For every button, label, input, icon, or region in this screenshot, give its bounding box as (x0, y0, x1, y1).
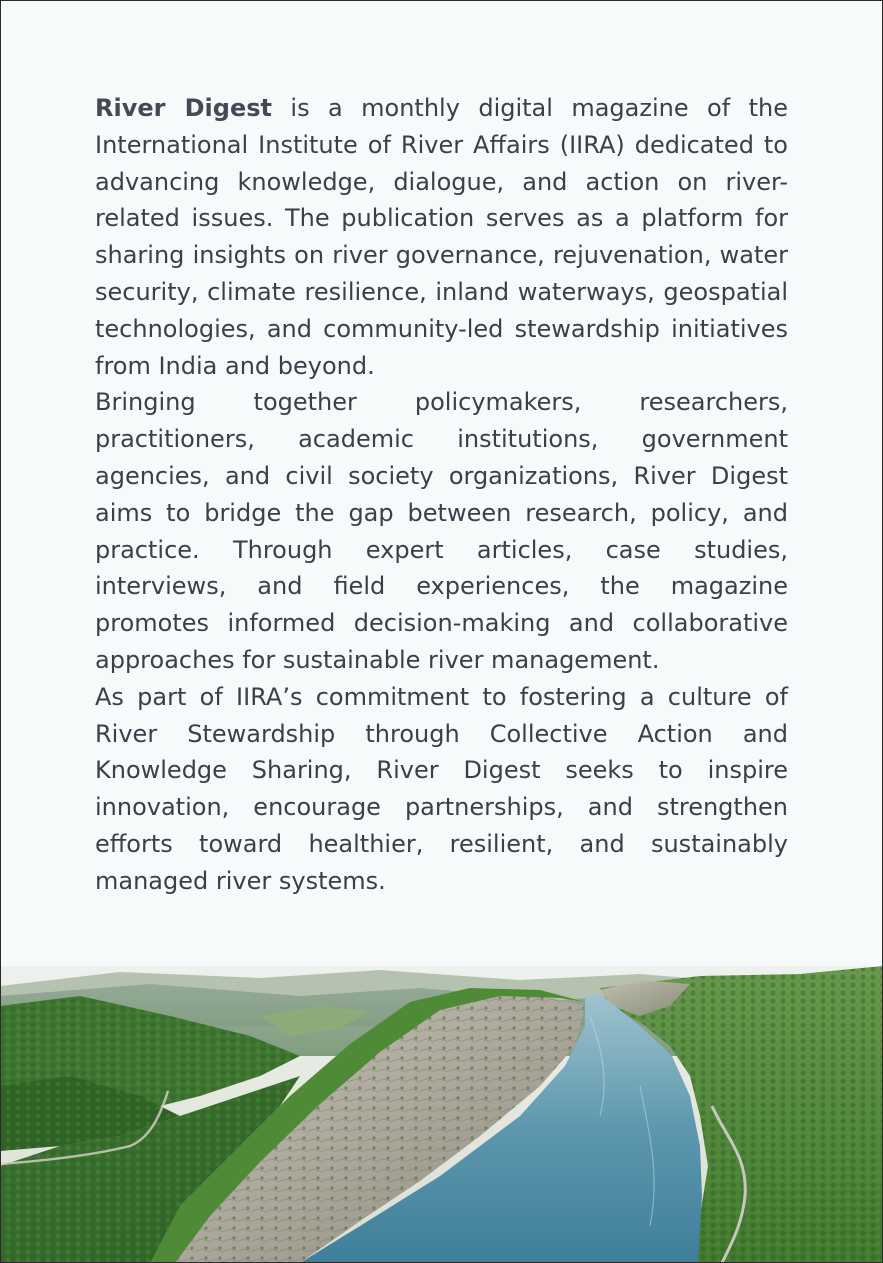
intro-paragraph (95, 90, 788, 384)
commitment-paragraph: As part of IIRA’s commitment to fostering a culture of River Stewardship through Collective Action and Knowledge Sharing, River Digest seeks to inspire innovation, encourage partnerships, and strengthen efforts toward healthier, resilient, and sustainably managed river systems. (95, 682, 788, 895)
intro-paragraph-body: is a monthly digital magazine of the International Institute of River Affairs (IIRA) dedicated to advancing knowledge, dialogue, and action on river-related issues. The publication serves as a platform for sharing insights on river governance, rejuvenation, water security, climate resilience, inland waterways, geospatial technologies, and community-led stewardship initiatives from India and beyond. (95, 94, 788, 380)
about-text (95, 90, 788, 900)
mission-paragraph: Bringing together policymakers, researchers, practitioners, academic institutions, government agencies, and civil society organizations, River Digest aims to bridge the gap between research, policy, and practice. Through expert articles, case studies, interviews, and field experiences, the magazine promotes informed decision-making and collaborative approaches for sustainable river management. (95, 388, 788, 674)
river-gorge-image (0, 966, 883, 1263)
magazine-name: River Digest (95, 94, 272, 122)
